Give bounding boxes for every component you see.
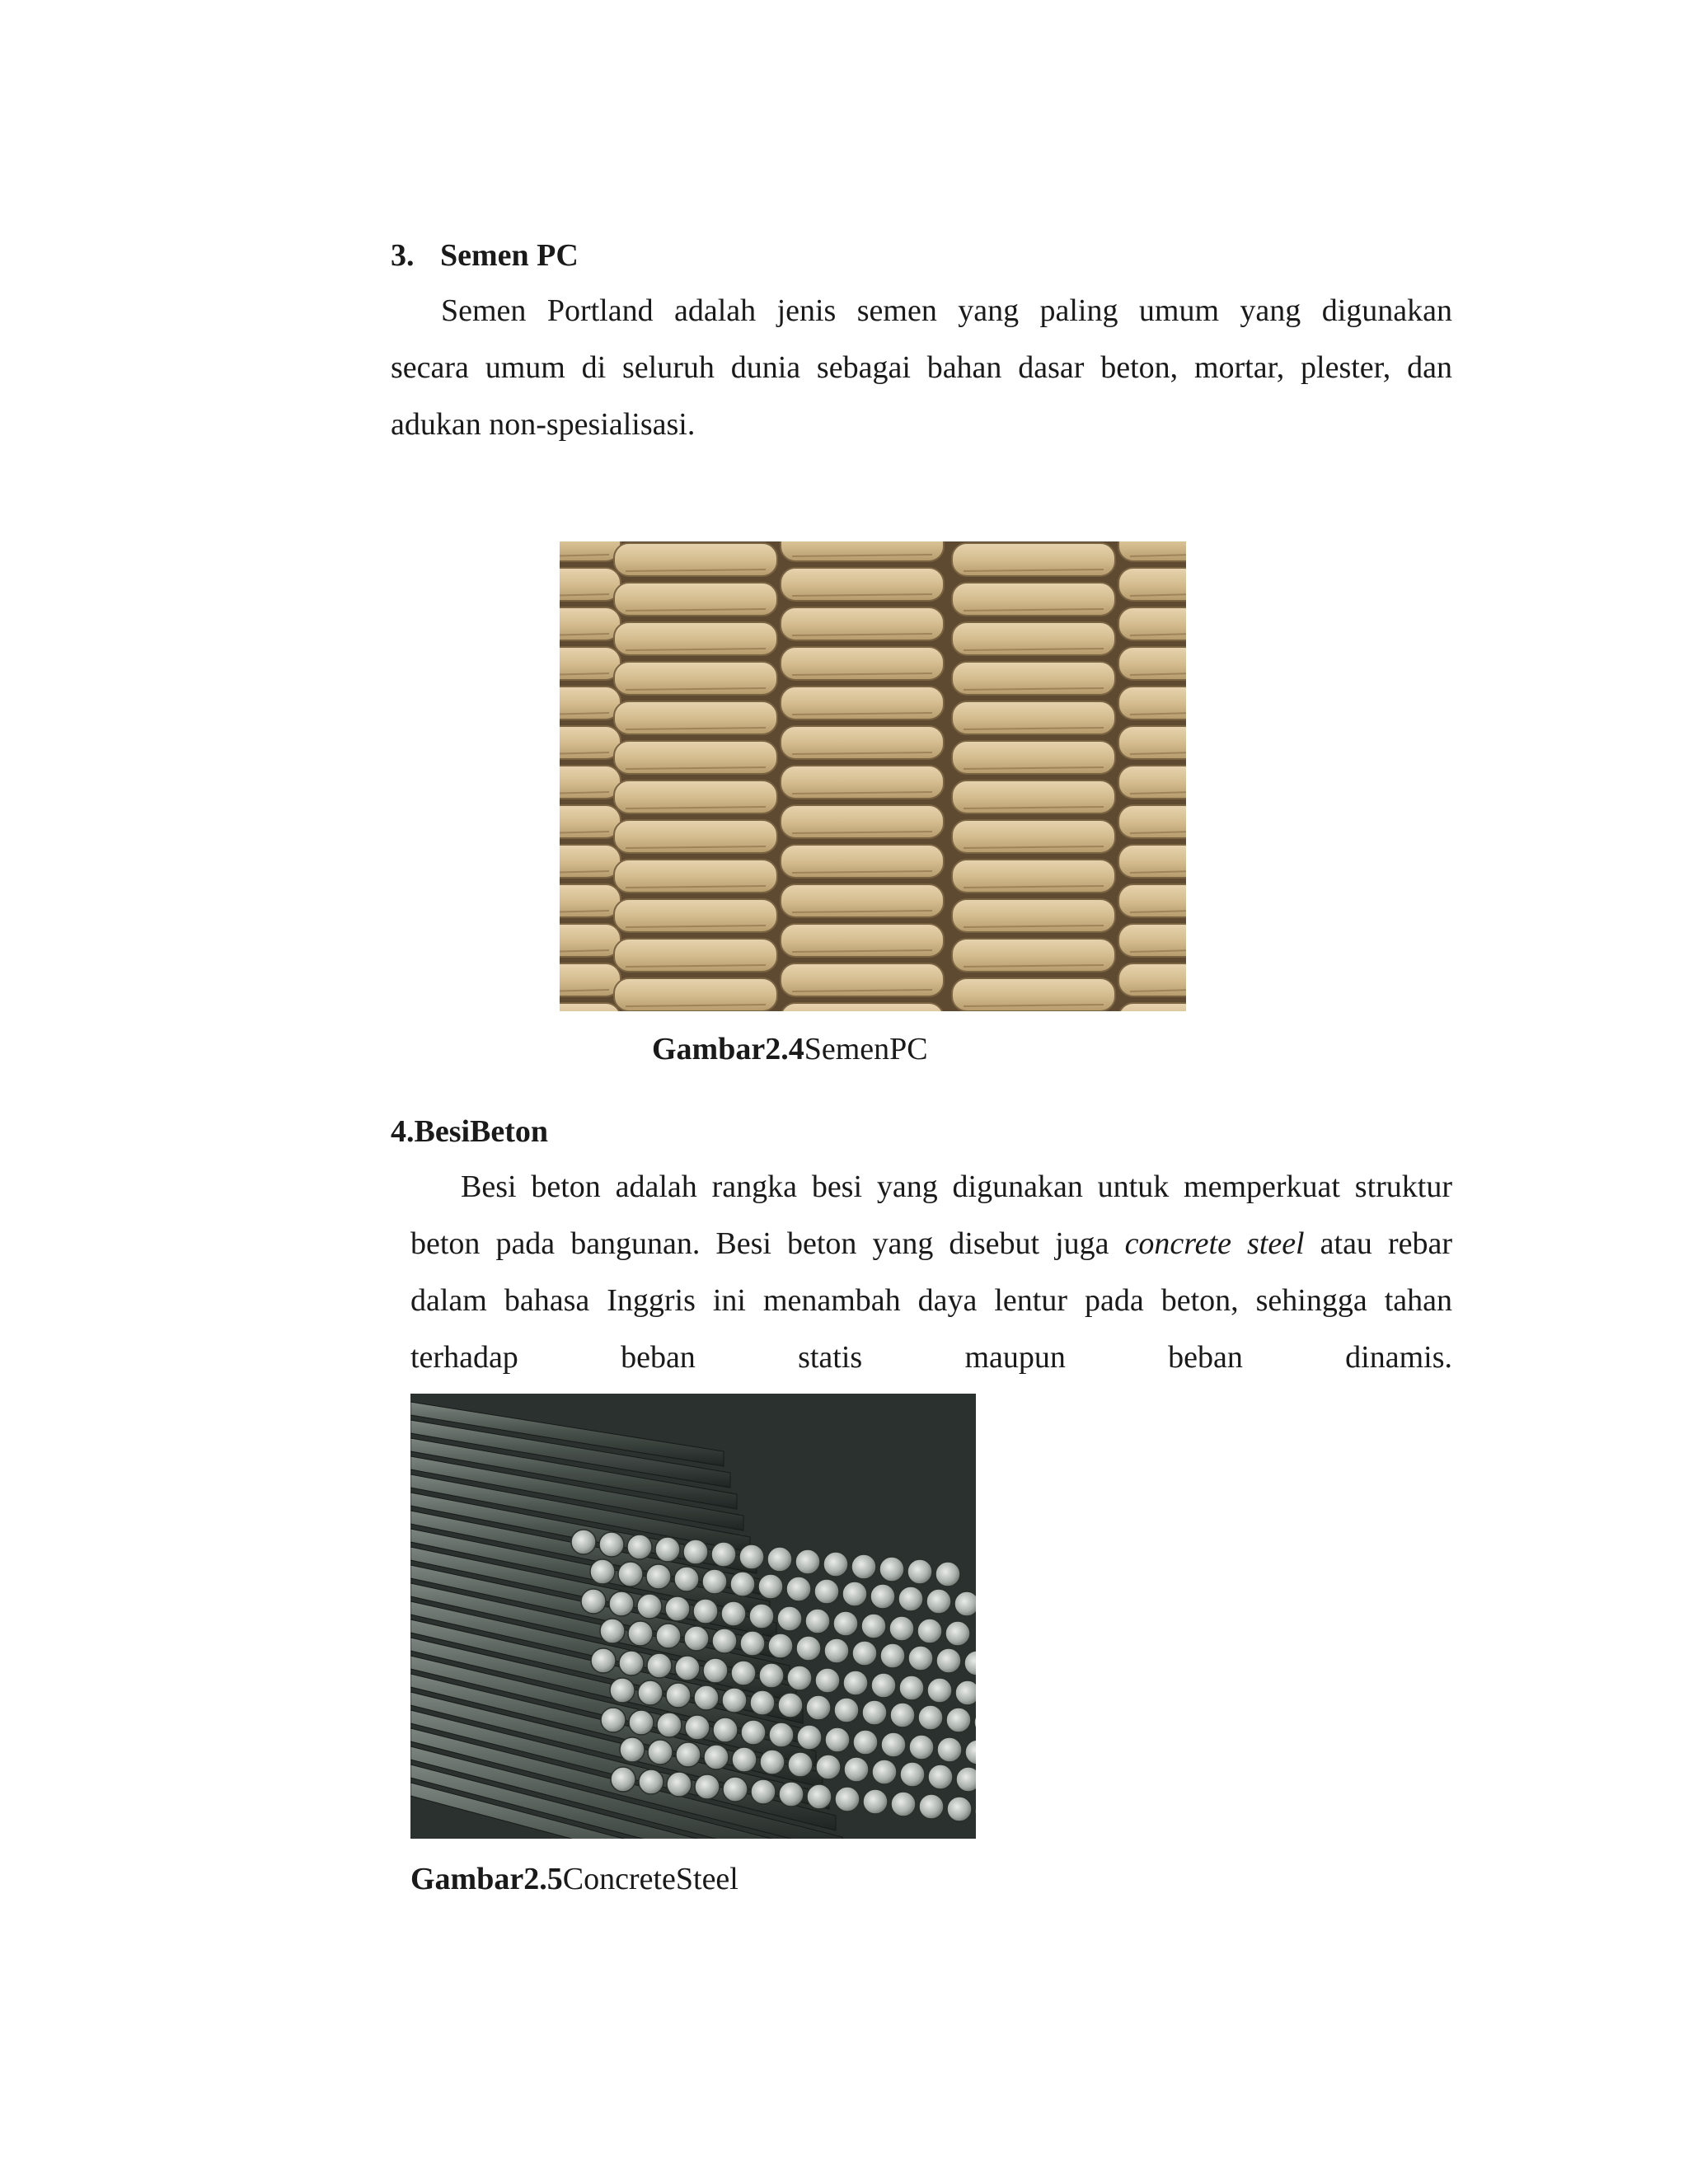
section-4-heading: 4.BesiBeton <box>391 1114 549 1149</box>
paragraph-line: adukan non-spesialisasi. <box>391 407 696 442</box>
paragraph-line: beton pada bangunan. Besi beton yang disebut juga concrete steel atau rebar <box>410 1226 1452 1261</box>
section-3-number: 3. <box>391 238 415 273</box>
paragraph-line: terhadap beban statis maupun beban dinamis. <box>410 1340 1452 1375</box>
caption-label: Gambar2.5 <box>410 1862 563 1896</box>
italic-term: concrete steel <box>1124 1226 1305 1261</box>
section-4-paragraph <box>410 1159 1452 1386</box>
rebar-bundle-image <box>410 1394 976 1839</box>
paragraph-line: Besi beton adalah rangka besi yang digunakan untuk memperkuat struktur <box>461 1169 1452 1204</box>
section-3-heading <box>391 240 579 271</box>
figure-2-4-caption <box>652 1033 928 1065</box>
cement-sacks-image <box>560 541 1186 1011</box>
paragraph-line: secara umum di seluruh dunia sebagai bahan dasar beton, mortar, plester, dan <box>391 350 1452 385</box>
paragraph-line: dalam bahasa Inggris ini menambah daya lentur pada beton, sehingga tahan <box>410 1283 1452 1318</box>
section-3-paragraph <box>391 283 1452 453</box>
section-3-title: Semen PC <box>440 238 579 273</box>
figure-2-5-caption <box>410 1863 738 1895</box>
caption-label: Gambar2.4 <box>652 1032 804 1066</box>
caption-text: ConcreteSteel <box>562 1862 738 1896</box>
paragraph-line: Semen Portland adalah jenis semen yang paling umum yang digunakan <box>441 293 1452 328</box>
caption-text: SemenPC <box>804 1032 928 1066</box>
